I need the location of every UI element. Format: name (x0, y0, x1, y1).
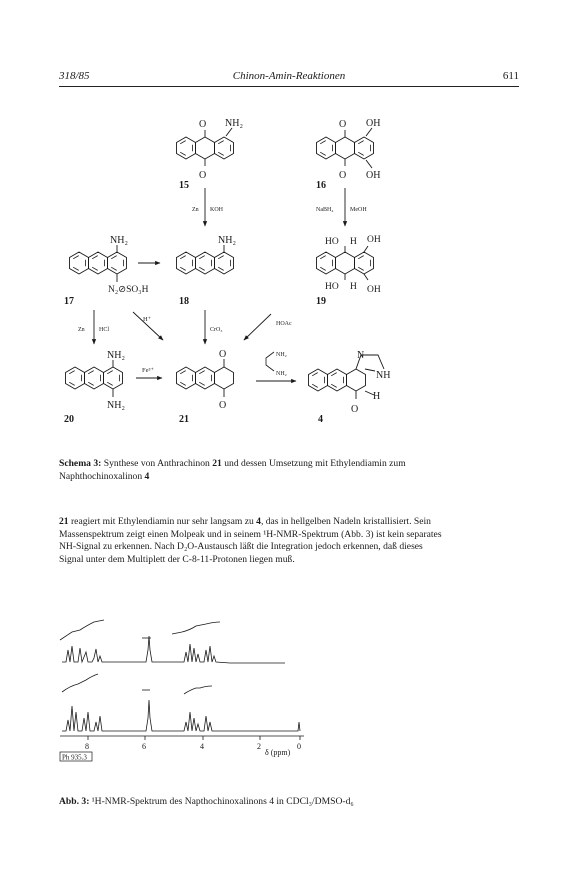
svg-text:Zn: Zn (78, 327, 85, 333)
svg-text:CrO₃: CrO₃ (210, 327, 223, 333)
svg-text:KOH: KOH (210, 207, 223, 213)
label-16: 16 (316, 180, 326, 191)
svg-text:NH₂: NH₂ (276, 352, 287, 358)
label-17: 17 (64, 296, 74, 307)
label-19: 19 (316, 296, 326, 307)
nmr-spectrum (0, 610, 576, 770)
label-21: 21 (179, 414, 189, 425)
svg-text:H: H (373, 391, 381, 402)
atom-o: O (339, 170, 347, 181)
arrow-17-21 (133, 312, 163, 340)
svg-text:NH₂: NH₂ (218, 235, 236, 246)
tick-label: 6 (142, 742, 146, 751)
svg-text:O: O (351, 404, 359, 415)
scheme-caption-label: Schema 3: (59, 458, 102, 469)
arrow-16-19 (316, 188, 367, 226)
svg-text:OH: OH (367, 235, 381, 245)
figure-caption: Abb. 3: ¹H-NMR-Spektrum des Napthochinoxalinons 4 in CDCl₃/DMSO-d₆ (59, 796, 354, 807)
svg-text:NH₂: NH₂ (107, 400, 125, 411)
compound-17 (64, 235, 149, 307)
page-number: 611 (502, 70, 519, 82)
svg-text:Fe³⁺: Fe³⁺ (142, 367, 154, 374)
body-paragraph: 21 reagiert mit Ethylendiamin nur sehr langsam zu 4, das in hellgelben Nadeln kristallisiert. Sein Massenspektrum zeigt einen Molpeak und in seinem ¹H-NMR-Spektrum (Abb. 3) ist kein separates NH-Signal zu erkennen. Nach D₂O-Austausch läßt die Integration jedoch erkennen, daß dieses Signal unter dem Multiplett der C-8-11-Protonen liegen muß. (59, 516, 442, 565)
svg-text:O: O (219, 349, 227, 360)
arrow-19-21 (244, 314, 292, 340)
integration-curve-top (172, 622, 220, 634)
integration-curve-bottom (62, 674, 98, 692)
spectrum-trace-top (62, 636, 285, 663)
compound-19 (316, 235, 381, 307)
reaction-scheme (0, 90, 576, 450)
arrow-18-21 (205, 310, 222, 344)
label-20: 20 (64, 414, 74, 425)
header-rule (59, 86, 519, 87)
tick-label: 2 (257, 742, 261, 751)
compound-16 (316, 118, 380, 191)
svg-text:HCl: HCl (99, 327, 110, 333)
atom-o: O (339, 119, 347, 130)
arrow-17-20 (78, 310, 109, 344)
scheme-caption: Schema 3: Synthese von Anthrachinon 21 und dessen Umsetzung mit Ethylendiamin zum Naphthochinoxalinon 4 (59, 458, 406, 482)
header-title: Chinon-Amin-Reaktionen (232, 70, 346, 82)
figure-caption-label: Abb. 3: (59, 796, 90, 807)
svg-text:HO: HO (325, 237, 339, 247)
label-4: 4 (318, 414, 323, 425)
svg-text:HO: HO (325, 282, 339, 292)
svg-text:NH₂: NH₂ (276, 371, 287, 377)
compound-20 (64, 350, 125, 425)
svg-text:O: O (219, 400, 227, 411)
integration-curve-bottom (184, 686, 212, 694)
label-15: 15 (179, 180, 189, 191)
tick-label: 0 (297, 742, 301, 751)
label-18: 18 (179, 296, 189, 307)
header-left: 318/85 (59, 70, 90, 82)
svg-text:MeOH: MeOH (350, 207, 367, 213)
arrow-21-4 (256, 352, 296, 381)
svg-text:Zn: Zn (192, 207, 199, 213)
tick-label: 8 (85, 742, 89, 751)
atom-oh: OH (366, 170, 381, 181)
compound-21 (177, 349, 234, 425)
svg-text:NH: NH (376, 370, 391, 381)
compound-18 (177, 235, 236, 307)
svg-text:HOAc: HOAc (276, 321, 292, 327)
tick-label: 4 (200, 742, 204, 751)
svg-text:H: H (350, 282, 357, 292)
arrow-15-18 (192, 188, 224, 226)
svg-text:H⁺: H⁺ (143, 316, 152, 323)
svg-text:H: H (350, 237, 357, 247)
figure-code: Ph 935.3 (62, 753, 87, 762)
svg-text:NH₂: NH₂ (110, 235, 128, 246)
atom-nh2: NH₂ (225, 118, 243, 129)
compound-4 (309, 350, 391, 425)
svg-text:NaBH₄: NaBH₄ (316, 207, 334, 213)
integration-curve-top (60, 620, 104, 640)
spectrum-trace-bottom (62, 700, 300, 731)
axis-label: δ (ppm) (265, 748, 291, 757)
svg-text:N₂⊘SO₃H: N₂⊘SO₃H (108, 285, 149, 295)
compound-15 (177, 118, 243, 191)
svg-text:OH: OH (367, 285, 381, 295)
svg-text:NH₂: NH₂ (107, 350, 125, 361)
svg-text:N: N (357, 350, 365, 361)
atom-o: O (199, 170, 207, 181)
atom-o: O (199, 119, 207, 130)
running-header (59, 70, 519, 86)
arrow-20-21 (136, 367, 162, 378)
atom-oh: OH (366, 118, 381, 129)
